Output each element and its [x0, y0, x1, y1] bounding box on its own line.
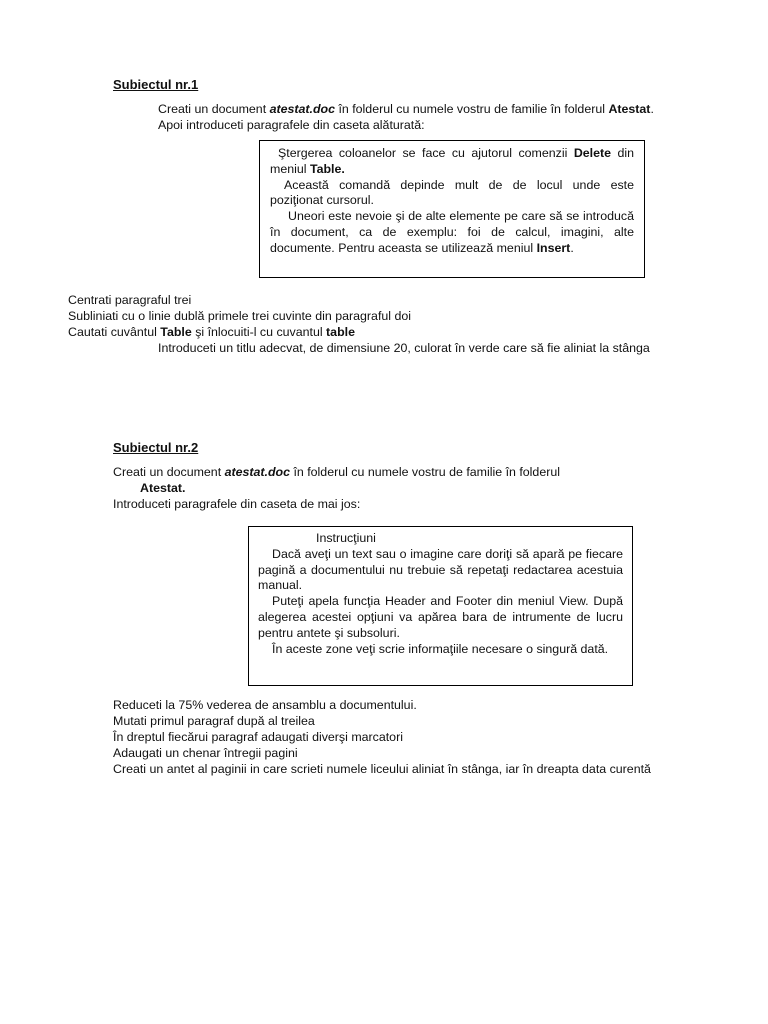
subject-1-intro — [158, 101, 658, 133]
subject-2-folder-name: Atestat. — [140, 481, 186, 495]
box2-paragraph-3: În aceste zone veţi scrie informaţiile necesare o singură dată. — [272, 641, 609, 656]
box1-paragraph-1 — [270, 146, 634, 178]
box2-heading: Instrucţiuni — [316, 531, 376, 545]
subject-1-task-4: Introduceti un titlu adecvat, de dimensiune 20, culorat în verde care să fie aliniat la stânga — [158, 341, 650, 355]
task-3-text-b: şi înlocuiti-l cu cuvantul — [191, 325, 327, 339]
task-3-word-table: Table — [160, 325, 192, 339]
subject-2-task-3: În dreptul fiecărui paragraf adaugati diverşi marcatori — [113, 730, 403, 744]
box1-p1-text: Ştergerea coloanelor se face cu ajutorul comenzii — [278, 146, 574, 160]
subject-1-intro-text-b: în folderul cu numele vostru de familie în folderul — [335, 102, 609, 116]
box1-paragraph-3 — [270, 209, 634, 256]
box1-p1-delete: Delete — [573, 146, 612, 160]
subject-2-task-5: Creati un antet al paginii in care scrieti numele liceului aliniat în stânga, iar în dreapta data curentă — [113, 762, 651, 776]
subject-2-intro — [113, 464, 656, 480]
subject-2-title: Subiectul nr.2 — [113, 440, 199, 455]
subject-2-folder — [140, 480, 185, 496]
box1-p3-text: Uneori este nevoie şi de alte elemente pe care să se introducă în document, ca de exemplu: foi de calcul, imagini, alte documente. Pentru aceasta se utilizează meniul — [270, 209, 634, 255]
subject-1-text-box — [259, 140, 645, 278]
box1-p3-insert: Insert — [536, 240, 571, 255]
subject-2-task-1: Reduceti la 75% vederea de ansamblu a documentului. — [113, 698, 417, 712]
subject-1-task-3 — [68, 324, 355, 340]
subject-1-intro-text-c: . Apoi introduceti paragrafele din caseta alăturată: — [158, 102, 654, 132]
box1-p3-dot: . — [570, 240, 574, 255]
subject-2-intro-2: Introduceti paragrafele din caseta de mai jos: — [113, 497, 361, 511]
subject-1-filename: atestat.doc — [269, 102, 335, 116]
task-3-text-a: Cautati cuvântul — [68, 325, 161, 339]
subject-2-task-4: Adaugati un chenar întregii pagini — [113, 746, 298, 760]
task-3-word-table-lower: table — [326, 325, 355, 339]
subject-1-intro-text-a: Creati un document — [158, 102, 270, 116]
subject-2-intro-text-b: în folderul cu numele vostru de familie în folderul — [290, 465, 560, 479]
box1-paragraph-2: Această comandă depinde mult de de locul unde este poziţionat cursorul. — [270, 177, 634, 208]
subject-1-folder: Atestat — [608, 102, 651, 116]
box2-paragraph-1: Dacă aveţi un text sau o imagine care doriţi să apară pe fiecare pagină a documentului nu trebuie să repetaţi redactarea acestuia manual. — [258, 546, 623, 593]
subject-1-task-1: Centrati paragraful trei — [68, 293, 192, 307]
subject-1-task-2: Subliniati cu o linie dublă primele trei cuvinte din paragraful doi — [68, 309, 412, 323]
subject-2-task-2: Mutati primul paragraf după al treilea — [113, 714, 315, 728]
subject-2-intro-text-a: Creati un document — [113, 465, 225, 479]
subject-1-title: Subiectul nr.1 — [113, 77, 199, 92]
subject-2-filename: atestat.doc — [224, 465, 290, 479]
box1-p1-text-2: din meniul — [270, 146, 634, 176]
box1-p1-table: Table. — [309, 161, 345, 176]
subject-2-text-box — [248, 526, 633, 686]
box2-paragraph-2: Puteţi apela funcţia Header and Footer din meniul View. După alegerea acestei opţiuni va apărea bara de intrumente de lucru pentru antete şi subsoluri. — [258, 594, 623, 640]
